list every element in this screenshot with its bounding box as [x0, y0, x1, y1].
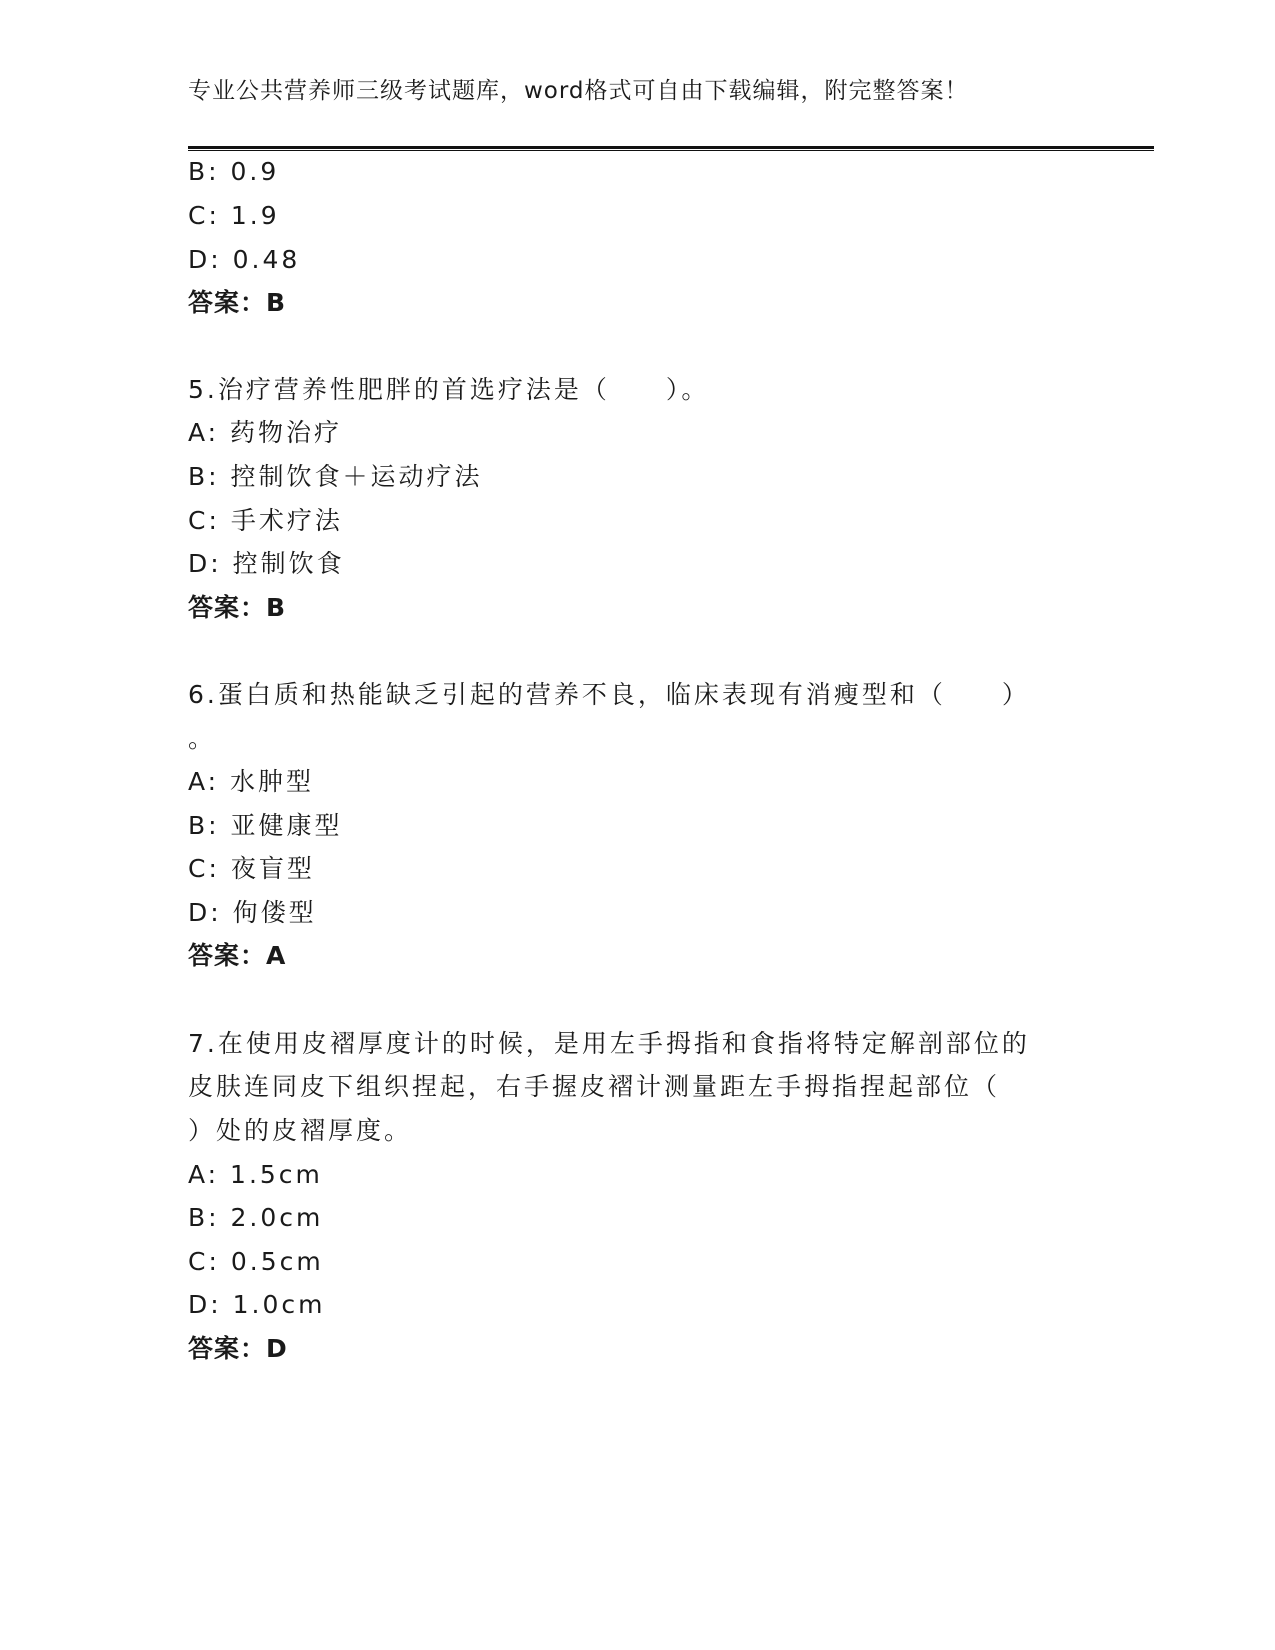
option-text: 控制饮食: [232, 549, 345, 578]
option-letter: C:: [188, 1247, 220, 1276]
option-text: 夜盲型: [230, 854, 315, 883]
q7-option-b: [188, 1203, 323, 1233]
q6-option-d: [188, 898, 317, 928]
option-letter: B:: [188, 157, 220, 186]
option-text: 2.0cm: [230, 1203, 324, 1232]
option-letter: C:: [188, 506, 220, 535]
option-letter: A:: [188, 767, 220, 796]
option-text: 佝偻型: [232, 898, 317, 927]
option-letter: D:: [188, 245, 222, 274]
q5-answer: 答案：B: [188, 593, 287, 622]
option-text: 1.0cm: [232, 1290, 326, 1319]
q7-option-a: [188, 1160, 323, 1190]
q4-option-b: [188, 157, 279, 187]
option-letter: C:: [188, 201, 220, 230]
q7-option-d: [188, 1290, 326, 1320]
option-text: 药物治疗: [230, 418, 343, 447]
option-letter: D:: [188, 1290, 222, 1319]
q5-option-c: [188, 506, 343, 536]
option-text: 水肿型: [230, 767, 315, 796]
q6-answer: 答案：A: [188, 941, 287, 970]
option-letter: B:: [188, 811, 220, 840]
q5-stem: 5.治疗营养性肥胖的首选疗法是（ ）。: [188, 375, 710, 404]
q7-stem-line-2: 皮肤连同皮下组织捏起，右手握皮褶计测量距左手拇指捏起部位（: [188, 1072, 1001, 1101]
option-text: 1.5cm: [230, 1160, 323, 1189]
option-letter: C:: [188, 854, 220, 883]
option-letter: D:: [188, 549, 222, 578]
header-divider: [188, 146, 1154, 151]
option-letter: A:: [188, 418, 220, 447]
option-text: 0.9: [230, 157, 280, 186]
option-text: 控制饮食＋运动疗法: [230, 462, 483, 491]
option-letter: B:: [188, 1203, 220, 1232]
option-letter: D:: [188, 898, 222, 927]
q6-stem-line-1: 6.蛋白质和热能缺乏引起的营养不良，临床表现有消瘦型和（ ）: [188, 680, 1030, 709]
option-text: 0.48: [232, 245, 301, 274]
page-header: 专业公共营养师三级考试题库，word格式可自由下载编辑，附完整答案！: [188, 78, 969, 104]
q7-stem-line-3: ）处的皮褶厚度。: [188, 1116, 413, 1145]
option-text: 0.5cm: [230, 1247, 324, 1276]
q5-option-d: [188, 549, 345, 579]
q4-option-d: [188, 245, 300, 275]
option-text: 1.9: [230, 201, 280, 230]
q4-option-c: [188, 201, 280, 231]
q5-option-b: [188, 462, 483, 492]
option-text: 亚健康型: [230, 811, 343, 840]
q7-answer: 答案：D: [188, 1334, 288, 1363]
q7-option-c: [188, 1247, 324, 1277]
q4-answer: 答案：B: [188, 288, 287, 317]
q6-stem-line-2: 。: [188, 724, 217, 753]
q6-option-b: [188, 811, 343, 841]
q6-option-a: [188, 767, 314, 797]
q6-option-c: [188, 854, 315, 884]
option-text: 手术疗法: [230, 506, 343, 535]
option-letter: A:: [188, 1160, 220, 1189]
option-letter: B:: [188, 462, 220, 491]
q5-option-a: [188, 418, 342, 448]
q7-stem-line-1: 7.在使用皮褶厚度计的时候，是用左手拇指和食指将特定解剖部位的: [188, 1029, 1030, 1058]
